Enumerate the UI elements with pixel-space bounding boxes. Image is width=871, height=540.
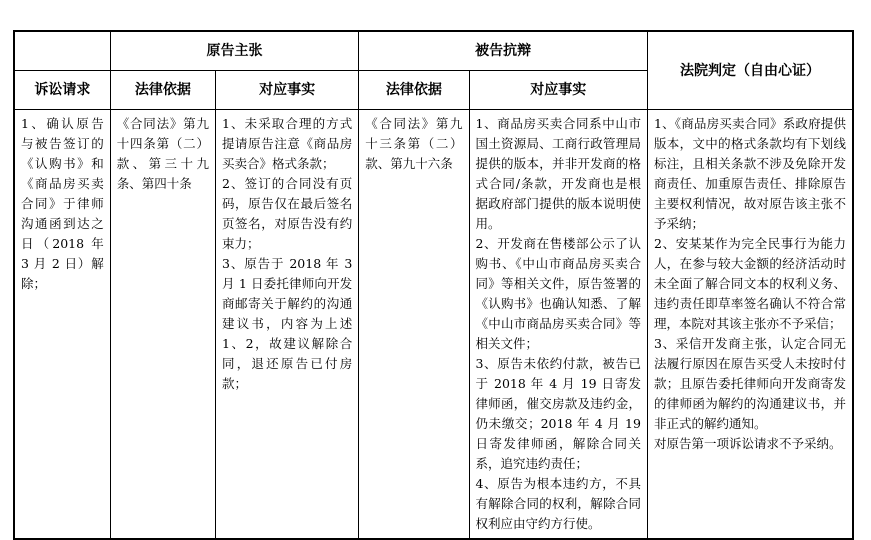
corner-cell: [14, 31, 110, 71]
cell-court-ruling: 1、《商品房买卖合同》系政府提供版本，文中的格式条款均有下划线标注，且相关条款不涉及免除开发商责任、加重原告责任、排除原告主要权利情况，故对原告该主张不予采纳； 2、安某某作为完全民事行为能力人，在参与较大金额的经济活动时未全面了解合同文本的权利义务、违约责任即草率签名确认不符合常理，本院对其该主张亦不予采信； 3、采信开发商主张，认定合同无法履行原因在原告买受人未按时付款；且原告委托律师向开发商寄发的律师函为解约的沟通建议书，并非正式的解约通知。 对原告第一项诉讼请求不予采纳。: [647, 110, 853, 540]
cell-defendant-legal-basis: 《合同法》第九十三条第（二）款、第九十六条: [359, 110, 469, 540]
header-litigation-request: 诉讼请求: [14, 71, 110, 110]
cell-litigation-request: 1、确认原告与被告签订的《认购书》和《商品房买卖合同》于律师沟通函到达之日（2018 年 3 月 2 日）解除；: [14, 110, 110, 540]
header-defendant-legal-basis: 法律依据: [359, 71, 469, 110]
litigation-summary-table: [13, 30, 854, 540]
cell-plaintiff-facts: 1、未采取合理的方式提请原告注意《商品房买卖合》格式条款； 2、签订的合同没有页码，原告仅在最后签名页签名，对原告没有约束力； 3、原告于 2018 年 3 月 1 日委托律师向开发商邮寄关于解约的沟通建议书，内容为上述 1、2，故建议解除合同，退还原告已付房款；: [215, 110, 358, 540]
header-defendant-facts: 对应事实: [469, 71, 647, 110]
cell-defendant-facts: 1、商品房买卖合同系中山市国土资源局、工商行政管理局提供的版本，并非开发商的格式合同/条款，开发商也是根据政府部门提供的版本说明使用。 2、开发商在售楼部公示了认购书、《中山市商品房买卖合同》等相关文件，原告签署的《认购书》也确认知悉、了解《中山市商品房买卖合同》等相关文件； 3、原告未依约付款，被告已于 2018 年 4 月 19 日寄发律师函，催交房款及违约金，仍未缴交；2018 年 4 月 19 日寄发律师函，解除合同关系，追究违约责任； 4、原告为根本违约方，不具有解除合同的权利，解除合同权利应由守约方行使。: [469, 110, 647, 540]
header-plaintiff-facts: 对应事实: [215, 71, 358, 110]
cell-plaintiff-legal-basis: 《合同法》第九十四条第（二）款、第三十九条、第四十条: [110, 110, 215, 540]
header-plaintiff-legal-basis: 法律依据: [110, 71, 215, 110]
header-defendant-defense: 被告抗辩: [359, 31, 648, 71]
header-row-groups: [14, 31, 853, 71]
table-row: [14, 110, 853, 540]
header-court-ruling: 法院判定（自由心证）: [647, 31, 853, 110]
header-plaintiff-claim: 原告主张: [110, 31, 359, 71]
